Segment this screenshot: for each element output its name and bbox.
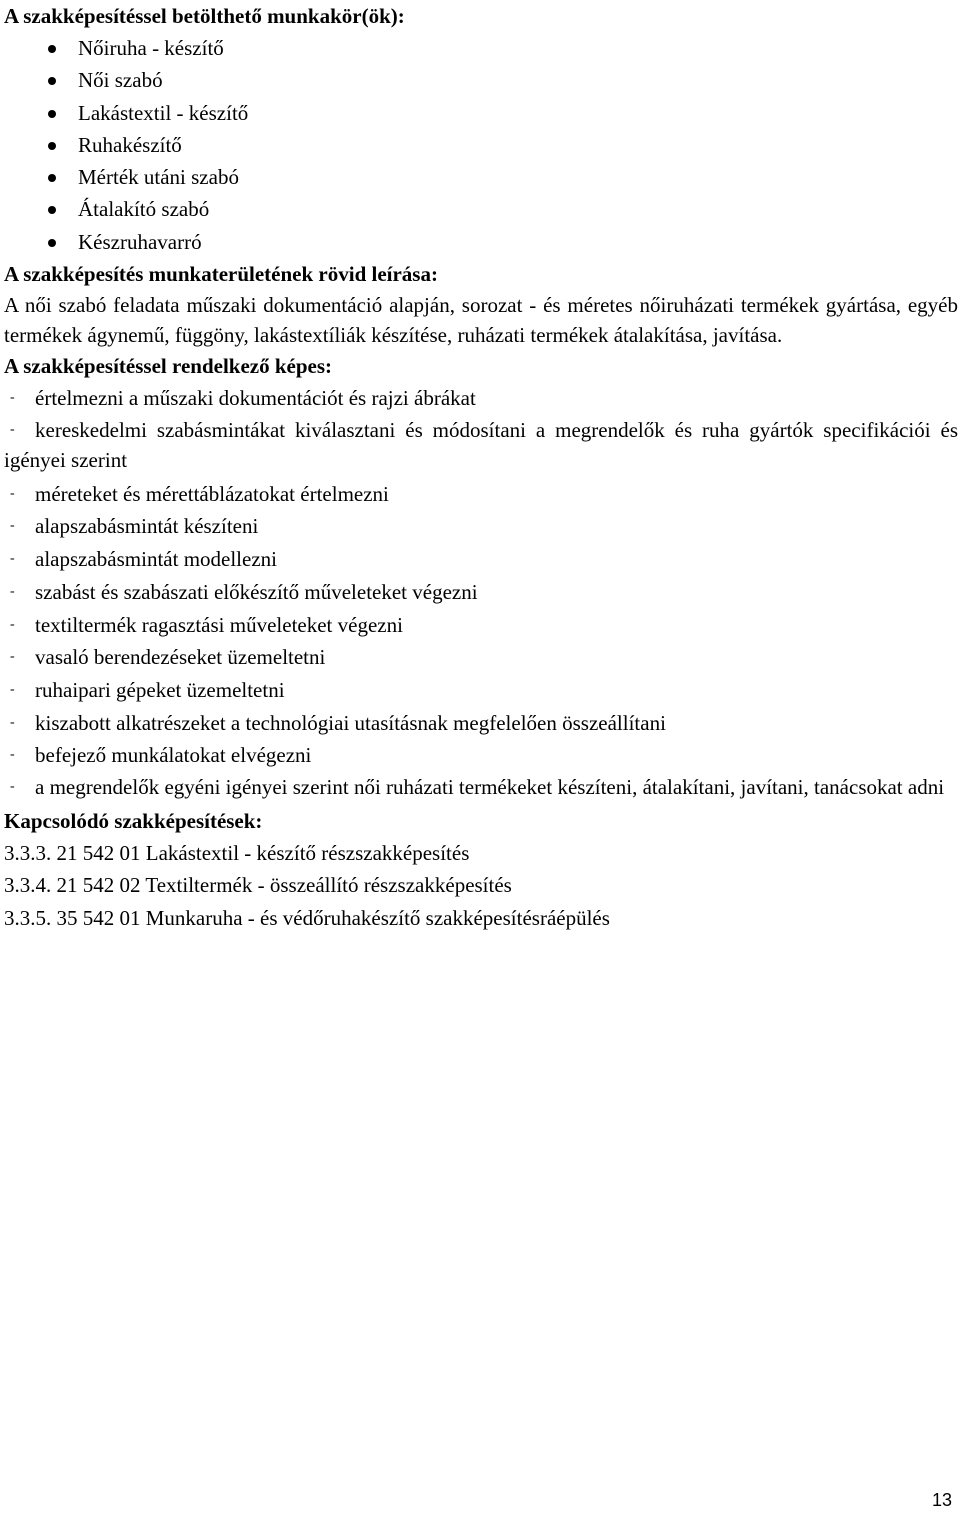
list-item (4, 772, 958, 803)
dash-marker: ‐ (10, 518, 15, 534)
list-item: 3.3.4. 21 542 02 Textiltermék ‐ összeállító részszakképesítés (4, 873, 512, 898)
list-item: Mérték utáni szabó (4, 161, 958, 193)
list-item-text: méreteket és mérettáblázatokat értelmezni (35, 481, 389, 506)
list-item-text: a megrendelők egyéni igényei szerint női ruházati termékeket készíteni, átalakítani, javítani, tanácsokat adni (35, 775, 945, 800)
list-item-text: kiszabott alkatrészeket a technológiai utasításnak megfelelően összeállítani (35, 710, 666, 735)
dash-marker: ‐ (10, 682, 15, 697)
list-item (4, 543, 958, 576)
list-item: Ruhakészítő (4, 129, 958, 161)
list-item: Átalakító szabó (4, 193, 958, 225)
document-body (4, 0, 958, 934)
dash-marker: ‐ (10, 583, 15, 599)
dash-marker: ‐ (10, 616, 15, 632)
list-item: Női szabó (4, 64, 958, 96)
dash-marker: ‐ (10, 779, 15, 795)
list-item (4, 576, 958, 609)
list-item-text: textiltermék ragasztási műveleteket végezni (35, 612, 403, 637)
dash-marker: ‐ (10, 747, 15, 763)
description-heading: A szakképesítés munkaterületének rövid leírása: (4, 262, 438, 287)
jobs-list (4, 32, 958, 258)
list-item (4, 641, 958, 674)
dash-marker: ‐ (10, 551, 15, 567)
list-item-text: szabást és szabászati előkészítő műveleteket végezni (35, 579, 478, 604)
list-item-text: kereskedelmi szabásmintákat kiválasztani és módosítani a megrendelők és ruha gyártók specifikációi és igényei szerint (4, 417, 958, 473)
list-item (4, 382, 958, 415)
list-item (4, 609, 958, 642)
list-item: Lakástextil ‐ készítő (4, 97, 958, 129)
list-item: 3.3.5. 35 542 01 Munkaruha ‐ és védőruhakészítő szakképesítésráépülés (4, 905, 610, 930)
page-number: 13 (931, 1490, 952, 1510)
list-item-text: alapszabásmintát modellezni (35, 547, 277, 572)
list-item: 3.3.3. 21 542 01 Lakástextil ‐ készítő részszakképesítés (4, 840, 470, 865)
dash-marker: ‐ (10, 390, 15, 406)
list-item-text: ruhaipari gépeket üzemeltetni (35, 678, 285, 702)
skills-heading: A szakképesítéssel rendelkező képes: (4, 354, 333, 379)
list-item-text: értelmezni a műszaki dokumentációt és rajzi ábrákat (35, 386, 476, 411)
list-item (4, 510, 958, 543)
list-item (4, 415, 958, 476)
dash-marker: ‐ (10, 485, 15, 501)
description-text: A női szabó feladata műszaki dokumentáció alapján, sorozat ‐ és méretes nőiruházati termékek gyártása, egyéb termékek ágynemű, függöny, lakástextíliák készítése, ruházati termékek átalakítása, javítása. (4, 293, 958, 348)
list-item: Nőiruha ‐ készítő (4, 32, 958, 64)
list-item (4, 707, 958, 740)
list-item: Készruhavarró (4, 226, 958, 258)
dash-marker: ‐ (10, 649, 15, 665)
related-heading: Kapcsolódó szakképesítések: (4, 808, 263, 833)
jobs-heading: A szakképesítéssel betölthető munkakör(ök): (4, 4, 405, 28)
list-item (4, 674, 958, 707)
dash-marker: ‐ (10, 714, 15, 730)
dash-marker: ‐ (10, 421, 15, 437)
skills-list (4, 382, 958, 803)
list-item-text: alapszabásmintát készíteni (35, 514, 259, 539)
list-item (4, 739, 958, 772)
list-item-text: vasaló berendezéseket üzemeltetni (35, 645, 326, 670)
list-item (4, 478, 958, 511)
list-item-text: befejező munkálatokat elvégezni (35, 743, 312, 768)
related-list (4, 837, 958, 935)
